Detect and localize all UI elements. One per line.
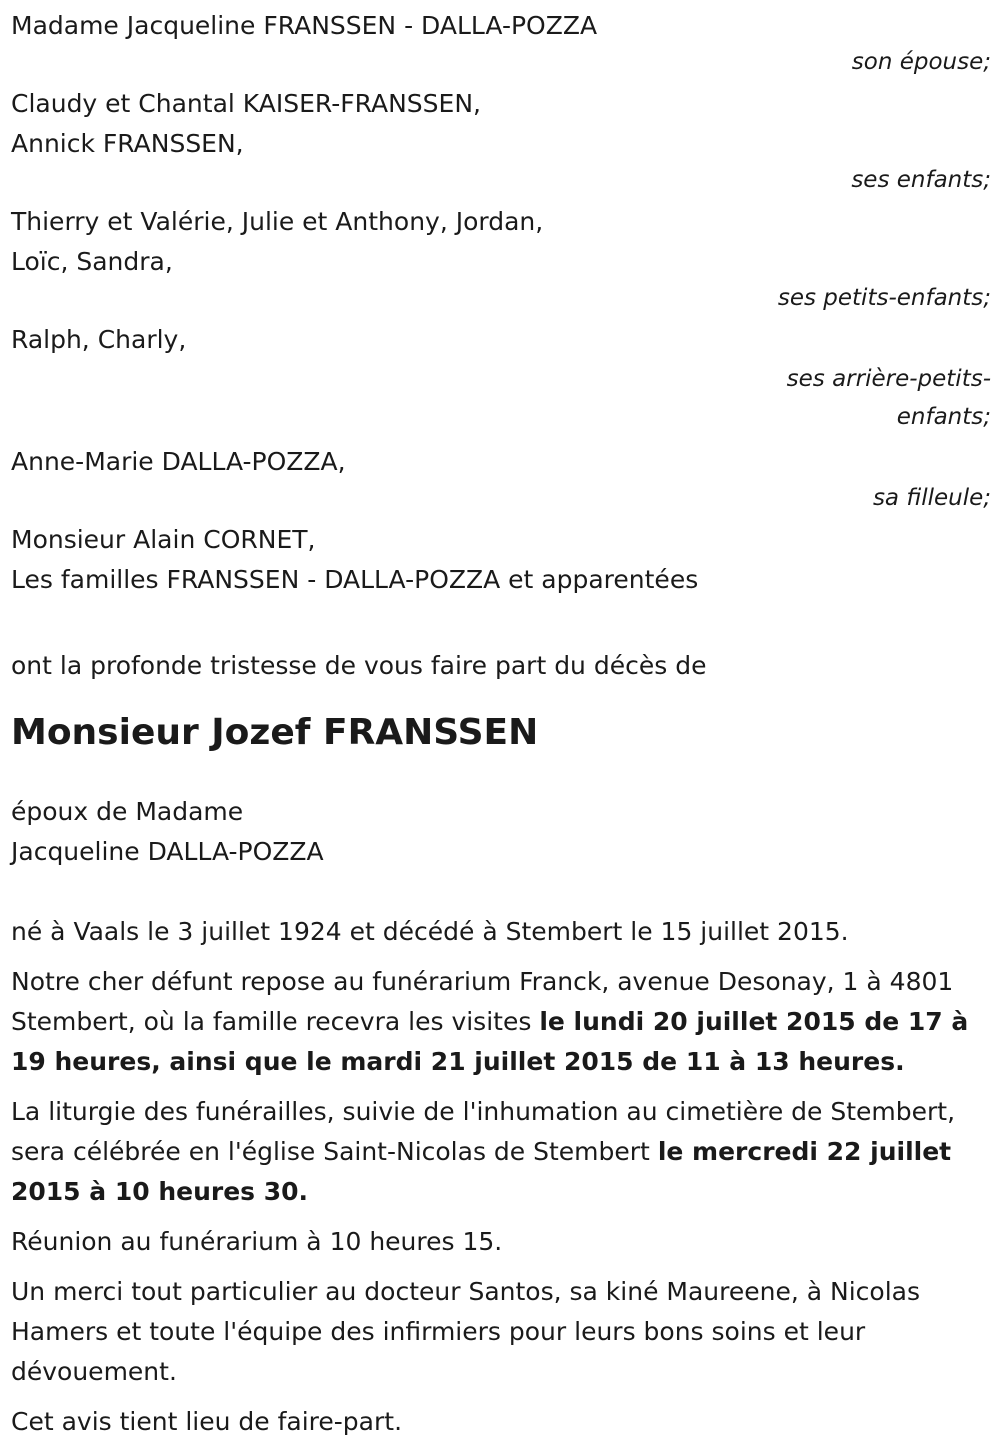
goddaughter-group [11, 442, 991, 514]
closing-text: Cet avis tient lieu de faire-part. [11, 1407, 403, 1436]
spouse-info-line-2: Jacqueline DALLA-POZZA [11, 837, 324, 866]
great-grandchildren-role-line-1: ses arrière-petits- [786, 366, 991, 392]
children-name-2: Annick FRANSSEN, [11, 129, 244, 158]
visitation-text: Notre cher défunt repose au funérarium Franck, avenue Desonay, 1 à 4801 Stembert, où la famille recevra les visites [11, 967, 954, 1036]
spouse-name: Madame Jacqueline FRANSSEN - DALLA-POZZA [11, 11, 598, 40]
great-grandchildren-group [11, 320, 991, 436]
grandchildren-name-1: Thierry et Valérie, Julie et Anthony, Jordan, [11, 207, 544, 236]
funeral-date: le mercredi 22 juillet 2015 à 10 heures 30. [11, 1137, 952, 1206]
great-grandchildren-role [11, 360, 991, 436]
others-name-2: Les familles FRANSSEN - DALLA-POZZA et apparentées [11, 565, 699, 594]
thanks-text: Un merci tout particulier au docteur Santos, sa kiné Maureene, à Nicolas Hamers et toute l'équipe des infirmiers pour leurs bons soins et leur dévouement. [11, 1277, 920, 1386]
others-group [11, 520, 991, 600]
goddaughter-role: sa filleule; [872, 485, 991, 511]
goddaughter-name: Anne-Marie DALLA-POZZA, [11, 447, 346, 476]
grandchildren-role: ses petits-enfants; [777, 285, 991, 311]
deceased-name: Monsieur Jozef FRANSSEN [11, 712, 539, 753]
funeral-text: La liturgie des funérailles, suivie de l'inhumation au cimetière de Stembert, sera célébrée en l'église Saint-Nicolas de Stembert [11, 1097, 956, 1166]
spouse-info-line-1: époux de Madame [11, 797, 244, 826]
great-grandchildren-name: Ralph, Charly, [11, 325, 187, 354]
great-grandchildren-role-line-2: enfants; [896, 404, 991, 430]
grandchildren-name-2: Loïc, Sandra, [11, 247, 173, 276]
grandchildren-group [11, 202, 991, 314]
announcement-text: ont la profonde tristesse de vous faire part du décès de [11, 651, 707, 680]
visitation-paragraph [11, 962, 991, 1082]
birth-death-text: né à Vaals le 3 juillet 1924 et décédé à Stembert le 15 juillet 2015. [11, 917, 849, 946]
meeting-text: Réunion au funérarium à 10 heures 15. [11, 1227, 503, 1256]
others-name-1: Monsieur Alain CORNET, [11, 525, 316, 554]
visitation-dates: le lundi 20 juillet 2015 de 17 à 19 heures, ainsi que le mardi 21 juillet 2015 de 11 à 13 heures. [11, 1007, 969, 1076]
obituary-notice [11, 6, 991, 1452]
spouse-group [11, 6, 991, 78]
children-name-1: Claudy et Chantal KAISER-FRANSSEN, [11, 89, 481, 118]
spouse-role: son épouse; [851, 49, 991, 75]
children-role: ses enfants; [851, 167, 991, 193]
children-group [11, 84, 991, 196]
funeral-paragraph [11, 1092, 991, 1212]
